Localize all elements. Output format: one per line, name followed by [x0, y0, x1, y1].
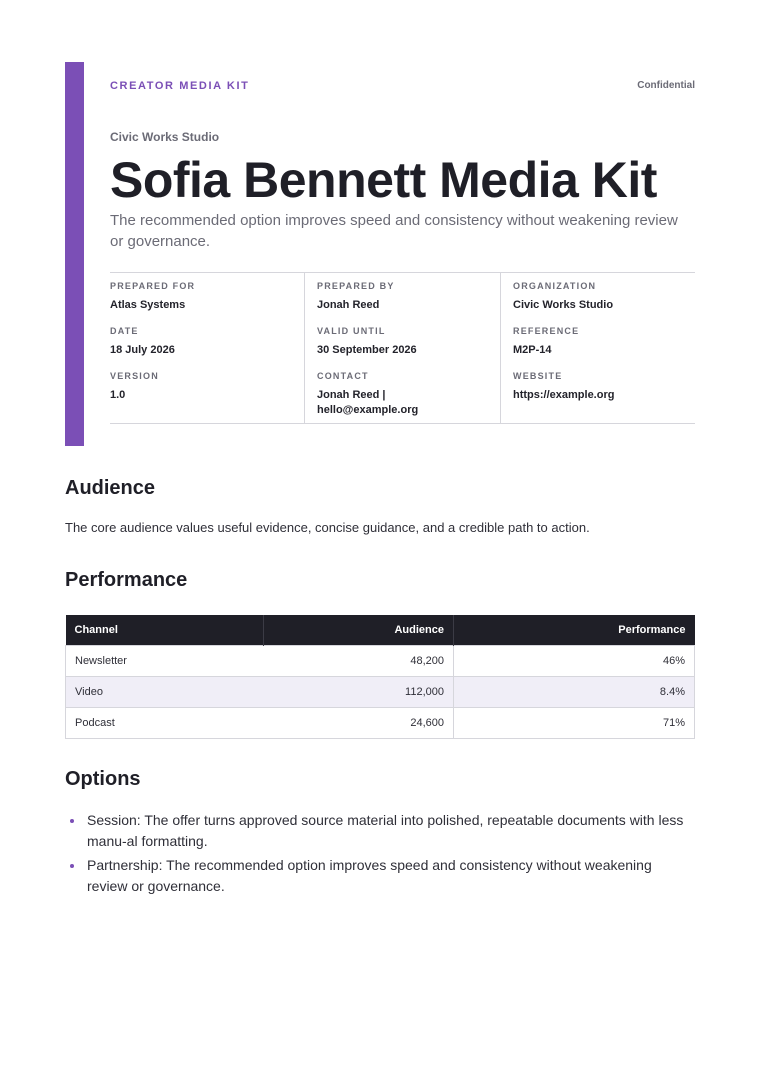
meta-label: REFERENCE: [513, 326, 580, 336]
table-row: [66, 645, 695, 676]
column-header-channel: Channel: [66, 615, 264, 645]
list-item: [65, 810, 695, 852]
table-cell: 112,000: [264, 676, 454, 707]
meta-label: PREPARED FOR: [110, 281, 196, 291]
options-list: [65, 810, 695, 900]
metadata-column: [110, 273, 305, 423]
meta-label: PREPARED BY: [317, 281, 395, 291]
accent-bar: [65, 62, 84, 446]
meta-value: 30 September 2026: [317, 344, 417, 356]
table-cell: 8.4%: [454, 676, 695, 707]
table-row: [66, 707, 695, 738]
metadata-column: [501, 273, 695, 423]
meta-value: Civic Works Studio: [513, 299, 614, 311]
meta-reference: [513, 325, 695, 370]
meta-value: Jonah Reed: [317, 299, 380, 311]
page-title: Sofia Bennett Media Kit: [110, 152, 657, 208]
meta-website: [513, 370, 695, 415]
column-header-audience: Audience: [264, 615, 454, 645]
meta-prepared-for: [110, 280, 304, 325]
audience-text: The core audience values useful evidence, concise guidance, and a credible path to action.: [65, 520, 590, 535]
list-item-text: Session: The offer turns approved source material into polished, repeatable documents with less manu-al formatting.: [87, 812, 684, 849]
cover-block: [110, 62, 695, 424]
table-cell: 46%: [454, 645, 695, 676]
meta-label: WEBSITE: [513, 371, 563, 381]
document-kicker: CREATOR MEDIA KIT: [110, 80, 250, 92]
meta-label: DATE: [110, 326, 139, 336]
list-item-text: Partnership: The recommended option improves speed and consistency without weakening review or governance.: [87, 857, 652, 894]
meta-prepared-by: [317, 280, 500, 325]
meta-value: 1.0: [110, 389, 126, 401]
table-header-row: [66, 615, 695, 645]
metadata-grid: [110, 272, 695, 424]
audience-heading: Audience: [65, 477, 156, 499]
meta-value: M2P-14: [513, 344, 552, 356]
table-cell: Video: [66, 676, 264, 707]
meta-value: https://example.org: [513, 389, 615, 401]
table-cell: 71%: [454, 707, 695, 738]
table-cell: Podcast: [66, 707, 264, 738]
meta-label: CONTACT: [317, 371, 369, 381]
page-subtitle: The recommended option improves speed and consistency without weakening review or governance.: [110, 212, 678, 250]
metadata-column: [305, 273, 501, 423]
meta-version: [110, 370, 304, 415]
table-cell: 48,200: [264, 645, 454, 676]
meta-organization: [513, 280, 695, 325]
meta-label: ORGANIZATION: [513, 281, 597, 291]
meta-valid-until: [317, 325, 500, 370]
meta-date: [110, 325, 304, 370]
organization-line: Civic Works Studio: [110, 130, 220, 144]
meta-value: 18 July 2026: [110, 344, 175, 356]
bullet-icon: [70, 819, 74, 823]
performance-heading: Performance: [65, 569, 188, 591]
meta-contact: [317, 370, 500, 415]
list-item: [65, 855, 695, 897]
meta-label: VALID UNTIL: [317, 326, 386, 336]
confidential-label: Confidential: [637, 80, 695, 91]
performance-table: [65, 615, 695, 739]
column-header-performance: Performance: [454, 615, 695, 645]
table-cell: Newsletter: [66, 645, 264, 676]
meta-label: VERSION: [110, 371, 159, 381]
kicker-row: [110, 62, 695, 108]
options-heading: Options: [65, 768, 141, 790]
table-cell: 24,600: [264, 707, 454, 738]
meta-value: Atlas Systems: [110, 299, 186, 311]
table-row: [66, 676, 695, 707]
meta-value: Jonah Reed | hello@example.org: [317, 389, 419, 416]
bullet-icon: [70, 864, 74, 868]
